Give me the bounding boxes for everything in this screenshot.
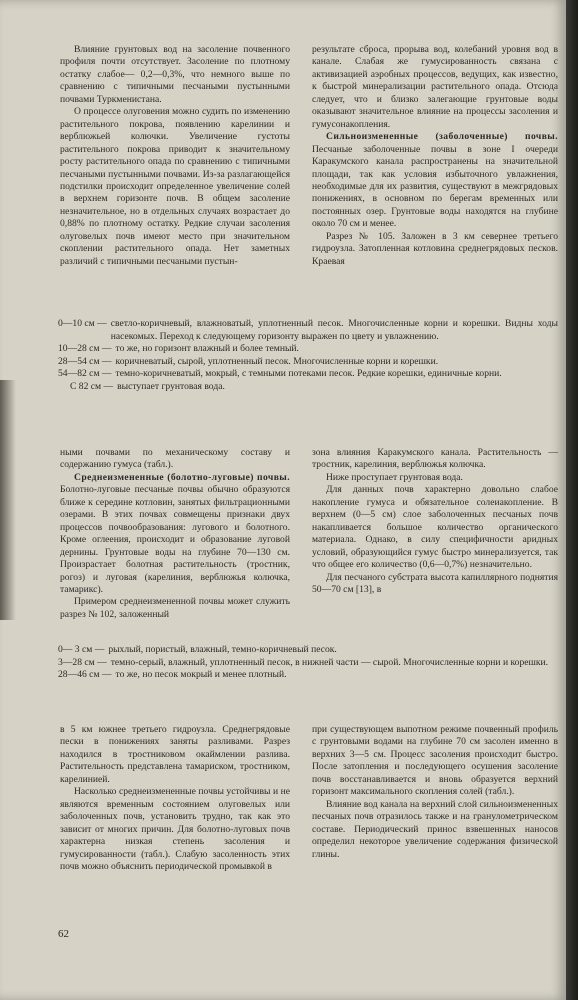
profile-text: темно-серый, влажный, уплотненный песок, в нижней части — сырой. Многочисленные корни и корешки.	[110, 656, 549, 668]
column-left-upper	[60, 44, 290, 268]
profile-text: рыхлый, пористый, влажный, темно-коричневый песок.	[108, 644, 337, 655]
paragraph: в 5 км южнее третьего гидроузла. Среднегрядовые пески в понижениях заняты разливами. Разрез находился в тростниковом окаймлении разлива. Растительность представлена тамариском, тростником, карелинией.	[60, 724, 290, 785]
paragraph	[60, 472, 290, 597]
profile-depth: 0—10 см —	[58, 318, 107, 329]
profile-row	[58, 356, 558, 369]
paragraph: Для данных почв характерно довольно слабое накопление гумуса и обязательное солеиакопление. В верхнем (0—5 см) слое заболоченных песчаных почв накапливается большое количество органического материала. Однако, в силу специфичности аридных условий, образующийся гумус быстро минерализуется, так что общее его количество (0,6—0,7%) незначительно.	[312, 484, 558, 571]
paragraph: Влияние вод канала на верхний слой сильноизмененных песчаных почв отразилось также и на гранулометрическом составе. Периодический принос взвешенных наносов определил некоторое увеличение содержания физической глины.	[312, 798, 558, 860]
profile-depth: 54—82 см —	[58, 368, 112, 379]
profile-depth: 3—28 см —	[58, 656, 107, 668]
paragraph: Ниже проступает грунтовая вода.	[326, 471, 463, 483]
column-right-upper	[312, 44, 558, 268]
profile-text: светло-коричневый, влажноватый, уплотненный песок. Многочисленные корни и корешки. Видны ходы насекомых. Переход к следующему горизонту выражен по цвету и увлажнению.	[110, 318, 558, 342]
profile-depth: С 82 см —	[70, 380, 114, 392]
paragraph: О процессе олуговения можно судить по изменению растительного покрова, появлению карелинии и верблюжьей колючки. Увеличение густоты растительного покрова приводит к значительному росту растительного опада по сравнению с типичными песчаными пустынными почвами. Из-за разлагающейся подстилки происходит определенное увеличение солей в верхнем горизонте почв. В общем засоление незначительное, но в отдельных случаях возрастает до 0,88% по плотному остатку. Редкие случаи засоления олуговелых почв имеют место при значительном скоплении растительного опада. Нет заметных различий с типичными песчаными пустын-	[60, 106, 290, 267]
profile-depth: 0— 3 см —	[58, 644, 105, 655]
profile-depth: 28—54 см —	[58, 355, 112, 367]
paragraph: при существующем выпотном режиме почвенный профиль с грунтовыми водами на глубине 70 см засолен именно в верхних 3—5 см. Процесс засоления происходит быстро. После затопления и последующего осушения засоление почв восстанавливается и вновь образуется верхний горизонт максимального скопления солей (табл.).	[312, 724, 558, 798]
profile-text: коричневатый, сырой, уплотненный песок. Многочисленные корни и корешки.	[115, 355, 439, 367]
paragraph: результате сброса, прорыва вод, колебаний уровня вод в канале. Слабая же гумусированность связана с активизацией аэробных процессов, ведущих, как известно, к быстрой минерализации растительного опада. Отсюда следует, что и близко залегающие грунтовые воды оказывают значительное влияние на процессы засоления и гумусонакопления.	[312, 44, 558, 130]
soil-profile-102	[58, 644, 558, 682]
column-right-lower	[312, 724, 558, 861]
profile-row	[58, 318, 558, 343]
paragraph: Для песчаного субстрата высота капиллярного поднятия 50—70 см [13], в	[312, 571, 558, 595]
profile-row	[58, 657, 558, 670]
profile-row	[58, 644, 558, 657]
profile-text: то же, но горизонт влажный и более темный.	[115, 343, 299, 354]
profile-row	[58, 669, 558, 682]
paragraph-text: Песчаные заболоченные почвы в зоне I очереди Каракумского канала распространены на значительной площади, так как условия избыточного увлажнения, необходимые для их развития, существуют в межгрядовых понижениях, в основном по берегам временных или постоянных озер. Грунтовые воды находятся на глубине около 70 см и менее.	[312, 143, 558, 230]
paragraph: Разрез № 105. Заложен в 3 км севернее третьего гидроузла. Затопленная котловина среднегрядовых песков. Краевая	[312, 230, 558, 267]
column-left-middle	[60, 447, 290, 621]
paragraph	[312, 131, 558, 231]
profile-row	[58, 368, 558, 381]
column-left-lower	[60, 724, 290, 873]
profile-depth: 10—28 см —	[58, 343, 112, 354]
paragraph: Влияние грунтовых вод на засоление почвенного профиля почти отсутствует. Засоление по плотному остатку слабое— 0,2—0,3%, что немного выше по сравнению с типичными песчаными пустынными почвами Туркменистана.	[60, 44, 290, 105]
profile-text: то же, но песок мокрый и менее плотный.	[115, 669, 287, 680]
paragraph-text: Болотно-луговые песчаные почвы обычно образуются ближе к середине котловин, занятых фильтрационными озерами. В этих почвах совмещены признаки двух процессов почвообразования: лугового и болотного. Кроме оглеения, происходит и образование луговой дернины. Грунтовые воды на глубине 70—130 см. Произрастает болотная растительность (тростник, рогоз) и луговая (карелиния, верблюжья колючка, тамарикс).	[60, 484, 290, 595]
page-shadow	[0, 380, 16, 620]
profile-depth: 28—46 см —	[58, 669, 112, 680]
profile-row	[58, 343, 558, 356]
paragraph: зона влияния Каракумского канала. Растительность — тростник, карелиния, верблюжья колючка.	[312, 447, 558, 471]
soil-profile-105	[58, 318, 558, 393]
paragraph: ными почвами по механическому составу и содержанию гумуса (табл.).	[60, 447, 290, 471]
page-number: 62	[58, 928, 69, 940]
profile-text: темно-коричневатый, мокрый, с темными потеками песок. Редкие корешки, единичные корни.	[115, 368, 502, 379]
section-heading: Среднеизмененные (болотно-луговые) почвы.	[74, 471, 290, 483]
paragraph: Примером среднеизмененной почвы может служить разрез № 102, заложенный	[60, 596, 290, 620]
section-heading: Сильноизмененные (заболоченные) почвы.	[326, 131, 558, 143]
paragraph: Насколько среднеизмененные почвы устойчивы и не являются временным состоянием олуговелых или заболоченных почв, установить трудно, так как это зависит от многих причин. Для болотно-луговых почв характерна низкая степень засоления и гумусированности (табл.). Слабую засоленность этих почв можно объяснить периодической промывкой в	[60, 786, 290, 872]
column-right-middle	[312, 447, 558, 596]
profile-row	[58, 381, 558, 394]
book-spine-edge	[566, 0, 578, 1000]
profile-text: выступает грунтовая вода.	[117, 380, 225, 392]
